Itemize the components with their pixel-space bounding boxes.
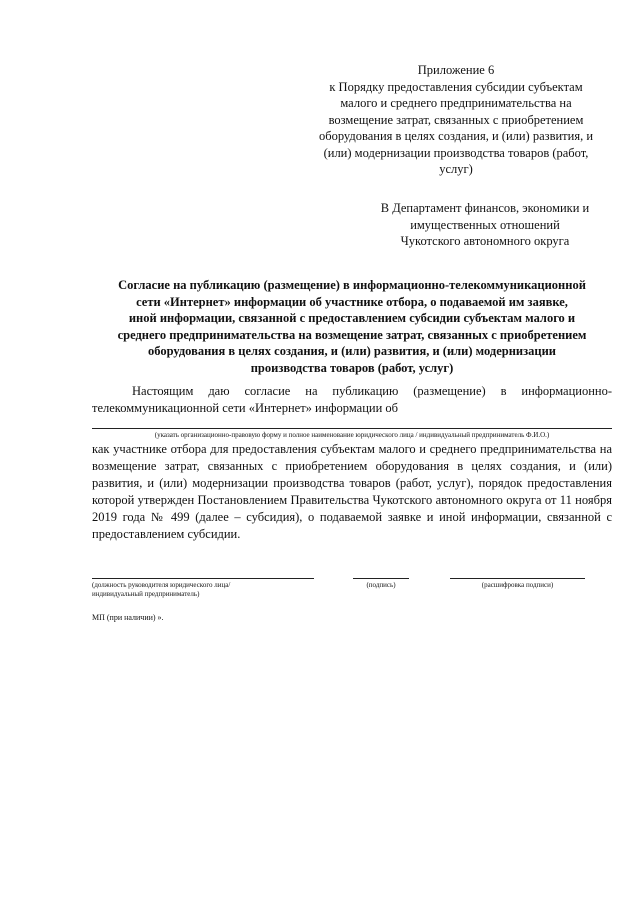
position-caption-line: (должность руководителя юридического лица/ xyxy=(92,581,231,589)
signature-decode-caption: (расшифровка подписи) xyxy=(481,581,554,589)
seal-note: МП (при наличии) ». xyxy=(92,613,164,622)
organization-name-field-line[interactable] xyxy=(92,428,612,429)
title-line: Согласие на публикацию (размещение) в информационно-телекоммуникационной xyxy=(118,278,586,292)
appendix-line: (или) модернизации производства товаров (работ, xyxy=(323,145,589,160)
appendix-line: к Порядку предоставления субсидии субъектам xyxy=(329,79,583,94)
signature-caption: (подпись) xyxy=(366,581,396,589)
position-caption-line: индивидуальный предприниматель) xyxy=(92,590,200,598)
addressee-line: В Департамент финансов, экономики и xyxy=(380,201,590,215)
appendix-line: оборудования в целях создания, и (или) развития, и xyxy=(318,129,594,143)
appendix-line: услуг) xyxy=(439,162,473,176)
title-line: иной информации, связанной с предоставлением субсидии субъектам малого и xyxy=(128,311,576,325)
title-line: производства товаров (работ, услуг) xyxy=(250,360,454,375)
consent-body-paragraph: как участнике отбора для предоставления субъектам малого и среднего предпринимательства на возмещение затрат, связанных с приобретением оборудования в целях создания, и (или) развития, и (или) модернизации производства товаров (работ, услуг), порядок предоставления которой утвержден Постановлением Правительства Чукотского автономного округа от 11 ноября 2019 года № 499 (далее – субсидия), о подаваемой заявке и иной информации, связанной с предоставлением субсидии. xyxy=(92,442,612,541)
position-field-line[interactable] xyxy=(92,578,314,579)
appendix-heading xyxy=(300,62,612,178)
consent-intro-paragraph xyxy=(92,383,612,416)
appendix-line: малого и среднего предпринимательства на xyxy=(340,96,572,110)
title-line: среднего предпринимательства на возмещение затрат, связанных с приобретением xyxy=(117,327,587,342)
addressee-block xyxy=(360,200,610,250)
consent-intro-text: Настоящим даю согласие на публикацию (размещение) в информационно-телекоммуникационной сети «Интернет» информации об xyxy=(92,384,612,415)
appendix-line: возмещение затрат, связанных с приобретением xyxy=(328,112,584,127)
addressee-line: Чукотского автономного округа xyxy=(400,234,570,248)
signature-field-line[interactable] xyxy=(353,578,409,579)
organization-name-caption: (указать организационно-правовую форму и полное наименование юридического лица / индивидуальный предприниматель Ф.И.О.) xyxy=(154,431,550,439)
title-line: оборудования в целях создания, и (или) развития, и (или) модернизации xyxy=(147,344,557,358)
title-line: сети «Интернет» информации об участнике отбора, о подаваемой им заявке, xyxy=(136,294,568,309)
appendix-line: Приложение 6 xyxy=(417,63,495,77)
addressee-line: имущественных отношений xyxy=(410,217,560,232)
document-title xyxy=(92,277,612,376)
signature-decode-field-line[interactable] xyxy=(450,578,585,579)
position-caption xyxy=(92,581,332,599)
